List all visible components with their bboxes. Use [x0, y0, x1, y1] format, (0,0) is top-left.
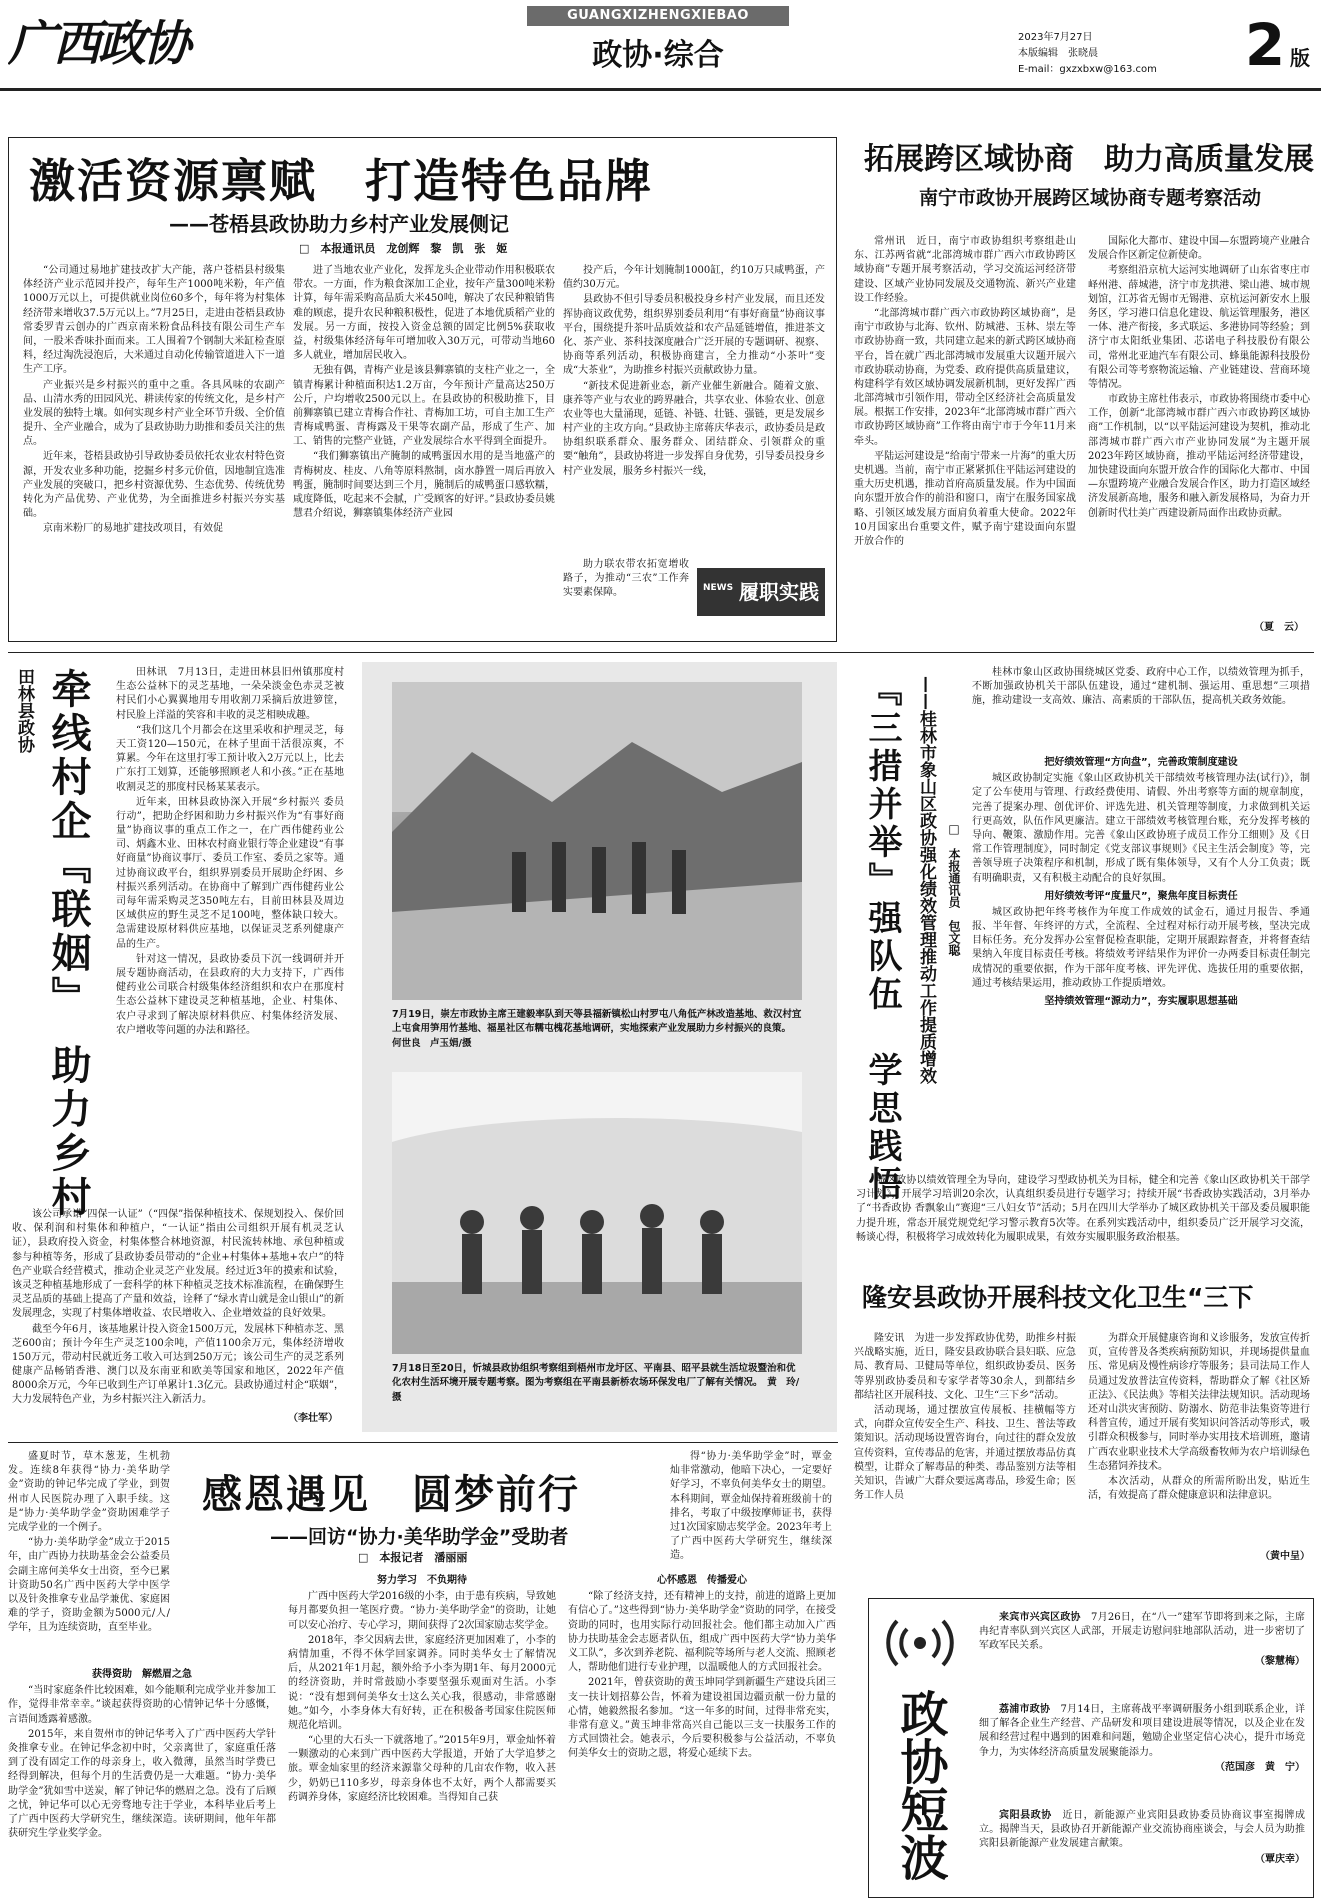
paragraph: 得“协力·美华助学金”时，覃金灿非常激动，他暗下决心，一定要好好学习，不辜负何美华女士的期望。本科期间，覃金灿保持着班级前十的排名，考取了中级按摩师证书，获得过1次国家励志奖学金。2023年考上了广西中医药大学研究生，继续深造。	[670, 1451, 832, 1562]
article-column-1	[854, 1332, 1076, 1564]
paragraph: 助力联农带农拓宽增收路子，为推动“三农”工作奔实要素保障。	[563, 559, 689, 599]
contact-email: E-mail：gxzxbxw@163.com	[1018, 64, 1157, 75]
section-heading: 获得资助 解燃眉之急	[92, 1669, 192, 1680]
article-longan	[854, 1276, 1314, 1572]
brief-item	[979, 1809, 1305, 1893]
paragraph: 京南米粉厂的易地扩建技改项目，有效促	[43, 523, 223, 535]
newspaper-logo: 广西政协	[8, 16, 189, 72]
brief-lead: 荔浦市政协	[999, 1704, 1051, 1715]
article-title: 『三措并举』强队伍 学思践悟	[862, 672, 902, 1204]
brief-text	[979, 1703, 1305, 1760]
paragraph: 考察组沿京杭大运河实地调研了山东省枣庄市峄州港、薛城港，济宁市龙拱港、梁山港、城市规划馆，江苏省无锡市无锡港、京杭运河新安水上服务区，学习港口信息化建设、航运管理服务，港区一体、港产衔接，多式联运、多港协同等经验；到济宁市太阳纸业集团、芯诺电子科技股份有限公司，常州北亚迪汽车有限公司、蜂巢能源科技股份有限公司等考察物流运输、产业链建设、营商环境等情况。	[1088, 265, 1310, 390]
brief-signoff: （覃庆幸）	[1255, 1853, 1305, 1865]
paragraph: 2018年，李父因病去世，家庭经济更加困难了，小李的病情加重，不得不休学回家调养。同时美华女士了解情况后，从2021年1月起，额外给予小李为期1年、每月2000元的经济资助，并时常鼓励小李要坚强乐观面对生活。小李说：“没有想到何美华女士这么关心我，很感动，非常感谢她。”如今，小李身体大有好转，正在积极备考国家住院医师规范化培训。	[288, 1634, 556, 1731]
paragraph: “协力·美华助学金”成立于2015年，由广西协力扶助基金会公益委员会副主席何美华女士出资，至今已累计资助50名广西中医药大学中医学以及针灸推拿专业品学兼优、家庭困难的学子，资助金额为5000元/人/学年，且为连续资助，直至毕业。	[8, 1537, 170, 1634]
paragraph: 进了当地农业产业化，发挥龙头企业带动作用积极联农带农。一方面，作为粮食深加工企业，按年产量300吨米粉计算，每年需采购高品质大米450吨，解决了农民种粮销售难的顾虑，提升农民种粮积极性，促进了本地优质稻产业的发展。另一方面，按投入资金总额的固定比例5%获取收益，村级集体经济每年可增加收入30万元，可带动当地60多人就业，增加居民收入。	[293, 265, 555, 362]
masthead-rule	[0, 88, 1321, 91]
paragraph: 国际化大都市、建设中国—东盟跨境产业融合发展合作区新定位新使命。	[1088, 236, 1310, 262]
section-title: 政协·综合	[592, 38, 724, 73]
paragraph: 投产后，今年计划腌制1000缸，约10万只咸鸭蛋，产值约30万元。	[563, 265, 825, 291]
paragraph: “除了经济支持，还有精神上的支持，前进的道路上更加有信心了。”这些得到“协力·美华助学金”资助的同学，在接受资助的同时，也用实际行动回报社会。他们都主动加入广西协力扶助基金会志愿者队伍，组成广西中医药大学“协力美华义工队”，多次到养老院、福利院等场所与老人交流、照顾老人，帮助他们进行专业护理，以温暖他人的方式回报社会。	[568, 1591, 836, 1674]
article-column-3-tail	[563, 558, 689, 634]
paragraph: 近年来，田林县政协深入开展“乡村振兴 委员行动”，把助企纾困和助力乡村振兴作为“有事好商量”协商议事的重点工作之一，在广西伟健药业公司、炳鑫木业、田林农村商业银行等企业建设“有事好商量”协商议事厅、委员工作室、委员之家等。通过协商议政平台，组织界别委员开展助企纾困、乡村振兴系列活动。在协商中了解到广西伟健药业公司每年需采购灵芝350吨左右，目前田林县及周边区域供应的野生灵芝不足100吨，整体缺口较大。急需建设原材料供应基地，以保证灵芝系列健康产品的生产。	[116, 796, 344, 950]
paragraph: 平陆运河建设是“给南宁带来一片海”的重大历史机遇。当前，南宁市正紧紧抓住平陆运河建设的重大历史机遇，推动首府高质量发展。作为中国面向东盟开放合作的前沿和窗口，南宁在服务国家战略、引领区域发展方面肩负着重大使命。2022年10月国家出台重要文件，赋予南宁建设面向东盟开放合作的	[854, 450, 1076, 547]
paragraph: 盛夏时节，草木葱茏，生机勃发。连续8年获得“协力·美华助学金”资助的钟记华完成了学业，到贺州市人民医院办理了入职手续。这是“协力·美华助学金”资助困难学子完成学业的一个例子。	[8, 1451, 170, 1533]
article-title: 拓展跨区域协商 助力高质量发展	[864, 142, 1314, 177]
paragraph: 针对这一情况，县政协委员下沉一线调研并开展专题协商活动，在县政府的大力支持下，广西伟健药业公司联合村级集体经济组织和农户在那度村生态公益林下建设灵芝种植基地，企业、村集体、农户寻求到了解决原材料供应、村集体经济发展、农户增收等问题的办法和路径。	[116, 953, 344, 1036]
section-rule	[8, 652, 1314, 653]
broadcast-icon	[885, 1615, 955, 1671]
lead-column	[8, 1450, 170, 1660]
article-column-2	[1088, 1332, 1310, 1547]
paragraph: “心里的大石头一下就落地了。”2015年9月，覃金灿怀着一颗激动的心来到广西中医药大学报道，开始了大学追梦之旅。覃金灿家里的经济来源靠父母种的几亩农作物，收入甚少，奶奶已110多岁，母亲身体也不太好，两个人都需要买药调养身体，家庭经济比较困难。当得知自己获	[288, 1735, 556, 1803]
article-title: 激活资源禀赋 打造特色品牌	[29, 154, 653, 208]
paragraph: “我们狮寨镇出产腌制的咸鸭蛋因水用的是当地盛产的青梅树皮、桂皮、八角等原料熬制，卤水静置一周后再放入鸭蛋，腌制时间要达到三个月，腌制后的咸鸭蛋口感软糯，咸度降低，吃起来不会腻，广受顾客的好评。”县政协委员姚慧君介绍说，狮寨镇集体经济产业园	[293, 451, 555, 520]
paragraph: 活动现场，通过摆放宣传展板、挂横幅等方式，向群众宣传安全生产、科技、卫生、普法等政策知识。活动现场设置咨询台，向过往的群众发放宣传资料，宣传毒品的危害，并通过摆放毒品仿真模型，让群众了解毒品的种类、毒品鉴别方法等相关知识，告诫广大群众要远离毒品，珍爱生命；医务工作人员	[854, 1404, 1076, 1502]
article-subtitle: ——苍梧县政协助力乡村产业发展侧记	[169, 212, 509, 236]
paragraph: “当时家庭条件比较困难，如今能顺利完成学业并参加工作，觉得非常幸幸。”谈起获得资助的心情钟记华十分感慨，言语间透露着感激。	[8, 1685, 276, 1725]
paragraph: 城区政协以绩效管理全为导向，建设学习型政协机关为目标，健全和完善《象山区政协机关干部学习计划》，开展学习培训20余次，认真组织委员进行专题学习；持续开展“书香政协实践活动，3月举办了“书香政协 香飘象山”赛迎“三八妇女节”活动；5月在四川大学举办了城区政协机关干部及委员履职能力提升班，常态开展党规党纪学习警示教育5次等。在系列实践活动中，组织委员广泛开展学习交流，畅谈心得，积极将学习成效转化为履职成果，有效夯实履职服务政治根基。	[856, 1175, 1310, 1243]
paragraph: “我们这几个月都会在这里采收和护理灵芝，每天工资120—150元，在林子里面干活很凉爽，不算累。今年在这里打零工预计收入2万元以上，比去广东打工划算，还能够照顾老人和小孩。”正在基地收割灵芝的那度村民杨某某表示。	[116, 724, 344, 793]
paragraph: “北部湾城市群广西六市政协跨区域协商”，是南宁市政协与北海、钦州、防城港、玉林、崇左等市政协协商一致，共同建立起来的新式跨区域协商平台，旨在就广西北部湾城市发展重大议题开展六市政协联动协商，为党委、政府提供高质量建议，构建科学有效区域协调发展新机制，更好发挥广西北部湾城市引领作用，带动全区经济社会高质量发展。根据工作安排，2023年“北部湾城市群广西六市政协跨区域协商”工作将由南宁市于今年11月来牵头。	[854, 307, 1076, 447]
paragraph: 广西中医药大学2016级的小李，由于患有疾病，导致她每月都要负担一笔医疗费。“协力·美华助学金”的资助，让她可以安心治疗、专心学习，期间获得了2次国家励志奖学金。	[288, 1591, 556, 1631]
photo-caption: 7月18日至20日，忻城县政协组织考察组到梧州市龙圩区、平南县、昭平县就生活垃圾暨治和优化农村生活环境开展专题考察。图为考察组在平南县新桥农场环保发电厂了解有关情况。 黄 玲/摄	[392, 1363, 800, 1403]
brief-body: 近日，新能源产业宾阳县政协委员协商议事室揭牌成立。揭牌当天，县政协召开新能源产业交流协商座谈会，与会人员为助推宾阳县新能源产业发展建言献策。	[979, 1810, 1305, 1850]
paragraph: 本次活动，从群众的所需所盼出发，贴近生活，有效提高了群众健康意识和法律意识。	[1088, 1475, 1310, 1502]
article-subtitle: 南宁市政协开展跨区域协商专题考察活动	[918, 187, 1261, 209]
paragraph: 城区政协把年终考核作为年度工作成效的试金石，通过月报告、季通报、半年督、年终评的方式，全流程、全过程对标行动开展考核，坚决完成目标任务。充分发挥办公室督促检查职能，定期开展跟踪督查，并将督查结果纳入年度目标责任考核。将绩效考评结果作为评价一办两委目标责任制完成情况的重要依据，作为干部年度考核、评先评优、选拔任用的重要依据，通过考核结果运用，推动政协工作提质增效。	[972, 906, 1310, 989]
paragraph: 产业振兴是乡村振兴的重中之重。各具风味的农副产品、山清水秀的田园风光、耕读传家的传统文化，是乡村产业发展的独特土壤。如何实现乡村产业全环节升级、全价值提升、全产业融合，成为了县政协助力助推和委员关注的焦点。	[23, 379, 285, 448]
article-byline: □ 本报记者 潘丽丽	[358, 1551, 468, 1564]
article-column-2	[1088, 235, 1310, 615]
article-column-2	[293, 264, 555, 634]
article-column-wide	[12, 1208, 344, 1410]
article-signoff: （李壮军）	[288, 1413, 338, 1424]
paragraph: 无独有偶，青梅产业是该县狮寨镇的支柱产业之一，全镇青梅累计种植面积达1.2万亩，今年预计产量高达250万公斤，户均增收2500元以上。在县政协的积极助推下，目前狮寨镇已建立青梅合作社、青梅加工坊，可自主加工生产青梅咸鸭蛋、青梅露及干果等农副产品，形成了生产、加工、销售的完整产业链，产业发展综合水平得到全面提升。	[293, 365, 555, 448]
article-byline: □ 本报通讯员 龙创辉 黎 凯 张 姬	[299, 242, 508, 255]
article-body	[972, 752, 1310, 1172]
paragraph: 常州讯 近日，南宁市政协组织考察组赴山东、江苏两省就“北部湾城市群广西六市政协跨区域协商”专题开展考察活动，学习交流运河经济带建设、区域产业协同发展及交通物流、新兴产业建设工作经验。	[854, 236, 1076, 304]
article-title: 牵线村企『联姻』 助力乡村	[45, 668, 91, 1220]
paragraph: 近年来，苍梧县政协引导政协委员依托农业农村特色资源，开发农业多种功能，挖掘乡村多元价值，因地制宜选准产业发展的突破口，把乡村资源优势、生态优势、传统优势转化为产品优势、产业优势，为全面推进乡村振兴夯实基础。	[23, 451, 285, 520]
brief-body: 7月14日，主席蒋战平率调研服务小组到联系企业，详细了解各企业生产经营、产品研发和项目建设进展等情况，以及企业在发展和经营过程中遇到的困难和问题，勉励企业坚定信心决心，提升市场竞争力，为实体经济高质量发展聚能添力。	[979, 1704, 1305, 1758]
brief-item	[979, 1703, 1305, 1799]
article-column-3	[563, 264, 825, 554]
brief-signoff: （范国彦 黄 宁）	[1215, 1761, 1305, 1773]
article-scholarship	[8, 1450, 838, 1898]
photo-xincheng	[392, 1072, 802, 1354]
paragraph: 城区政协制定实施《象山区政协机关干部绩效考核管理办法(试行)》，制定了公车使用与管理、行政经费使用、请假、外出考察等方面的规章制度，完善了提案办理、创优评价、评选先进、机关管理等制度，力求做到机关运行更高效，队伍作风更廉洁。建立干部绩效考核管理台账，充分发挥考核的导向、鞭策、激励作用。完善《象山区政协班子成员工作分工细则》及《日常工作管理制度》，同时制定《党支部议事规则》《民主生活会制度》等，完善领导班子决策程序和机制，形成了既有集体领导，又有个人分工负责；既有明确职责，又有积极主动配合的良好氛围。	[972, 773, 1310, 884]
article-intro	[972, 666, 1310, 750]
paragraph: 为群众开展健康咨询和义诊服务，发放宣传折页，宣传普及各类疾病预防知识，并现场提供量血压、常见病及慢性病诊疗等服务；县司法局工作人员通过发放普法宣传资料，帮助群众了解《社区矫正法》、《民法典》等相关法律法规知识。活动现场还对山洪灾害预防、防溺水、防范非法集资等进行科普宣传，通过开展有奖知识问答活动等形式，吸引群众积极参与，同时举办实用技术培训班，邀请广西农业职业技术大学高级畜牧师为农户培训绿色生态猪饲养技术。	[1088, 1333, 1310, 1472]
article-byline: □ 本报通讯员 包文聪	[947, 822, 961, 956]
pinyin-banner: GUANGXIZHENGXIEBAO	[527, 6, 789, 26]
column-badge	[697, 568, 825, 616]
article-column-right	[568, 1570, 836, 1896]
paragraph: 桂林市象山区政协围绕城区党委、政府中心工作，以绩效管理为抓手，不断加强政协机关干部队伍建设，通过“建机制、强运用、重思想”三项措施，推动建设一支高效、廉洁、高素质的干部队伍，提高机关政务效能。	[972, 667, 1310, 707]
photo-panel	[362, 662, 837, 1432]
article-subtitle: ——桂林市象山区政协强化绩效管理推动工作提质增效	[916, 676, 936, 1084]
article-signoff: （夏 云）	[1254, 622, 1304, 633]
photo-scene-icon	[392, 682, 802, 1000]
article-county: 田林县政协	[14, 668, 34, 753]
section-heading: 心怀感恩 传播爱心	[657, 1575, 747, 1586]
page-editor: 本版编辑 张晓晨	[1018, 48, 1098, 59]
article-cangwu	[8, 137, 837, 642]
article-nanning	[854, 137, 1314, 642]
article-column-left	[8, 1664, 276, 1896]
paragraph: 市政协主席杜伟表示，市政协将围绕市委中心工作，创新“北部湾城市群广西六市政协跨区域协商”工作机制，以“以平陆运河建设为契机，推动北部湾城市群广西六市产业协同发展”为主题开展2023年跨区域协商，推动平陆运河经济带建设，加快建设面向东盟开放合作的国际化大都市、中国—东盟跨境产业融合发展合作区，助力打造区域经济发展新高地，服务和融入新发展格局，为奋力开创新时代壮美广西建设新局面作出政协贡献。	[1088, 394, 1310, 519]
section-heading: 把好绩效管理“方向盘”，完善政策制度建设	[1044, 757, 1238, 768]
article-body-wide	[856, 1174, 1310, 1260]
photo-caption: 7月19日，崇左市政协主席王建毅率队到天等县福新镇松山村罗屯八角低产林改造基地、救汉村宜上屯食用笋用竹基地、福星社区布糯屯槐花基地调研，实地探索产业发展助力乡村振兴的良策。 何世良 卢玉娟/摄	[392, 1009, 802, 1049]
paragraph: 该公司承诺“四保一认证”（“四保”指保种植技术、保规划投入、保价回收、保利润和村集体和种植户，“一认证”指由公司组织开展有机灵芝认证），县政府投入资金，村集体整合林地资源，村民流转林地、承包种植或参与种植等务，形成了县政协委员带动的“企业+村集体+基地+农户”的特色产业联合经营模式，推动企业灵芝产业发展。经过近3年的摸索和试验，该灵芝种植基地形成了一套科学的林下种植灵芝技术标准流程，在确保野生灵芝品质的基础上提高了产量和效益，诠释了“绿水青山就是金山银山”的新发展理念，实现了村集体增收益、农民增收入、企业增效益的良好效果。	[12, 1209, 344, 1320]
article-column-1	[23, 264, 285, 634]
paragraph: 2021年，曾获资助的黄玉坤同学到新疆生产建设兵团三支一扶计划招募公告，怀着为建设祖国边疆贡献一份力量的心情，她毅然报名参加。“这一年多的时间，过得非常充实，非常有意义。”黄玉坤非常高兴自己能以三支一扶服务工作的方式回馈社会。她表示，今后要积极参与公益活动，不辜负何美华女士的资助之恩，将爱心延续下去。	[568, 1677, 836, 1760]
page-suffix: 版	[1290, 46, 1310, 70]
badge-text: 履职实践	[739, 580, 819, 604]
brief-text	[979, 1809, 1305, 1852]
article-tianlin	[8, 662, 348, 1432]
article-xiangshan	[854, 662, 1314, 1262]
article-column-right-top	[670, 1450, 832, 1568]
article-column-mid	[288, 1570, 556, 1896]
brief-text	[979, 1611, 1305, 1654]
issue-date: 2023年7月27日	[1018, 32, 1093, 43]
section-heading: 坚持绩效管理“源动力”，夯实履职思想基础	[1044, 996, 1238, 1007]
article-column-1	[854, 235, 1076, 615]
brief-body: 7月26日，在“八一”建军节即将到来之际，主席冉纪青率队到兴宾区人武部，开展走访慰问驻地部队活动，进一步密切了军政军民关系。	[979, 1612, 1305, 1652]
section-heading: 用好绩效考评“度量尺”，聚焦年度目标责任	[1044, 890, 1238, 902]
article-title: 感恩遇见 圆梦前行	[202, 1472, 580, 1518]
paragraph: 田林讯 7月13日，走进田林县旧州镇那度村生态公益林下的灵芝基地，一朵朵淡金色赤灵芝被村民们小心翼翼地用专用收割刀采摘后放进箩筐，村民脸上洋溢的笑容和丰收的灵芝相映成趣。	[116, 667, 344, 721]
news-label: NEWS	[703, 583, 734, 593]
paragraph: 截至今年6月，该基地累计投入资金1500万元，发展林下种植赤芝、黑芝600亩；预计今年生产灵芝100余吨，产值1100余万元，集体经济增收150万元，带动村民就近务工收入可达到250万元；该公司生产的灵芝系列健康产品畅销香港、澳门以及东南亚和欧美等国家和地区，2022年产值8000余万元，今年已收到生产订单累计1.3亿元。县政协通过村企“联姻”，大力发展特色产业，为乡村振兴注入新活力。	[12, 1323, 344, 1406]
page-number: 2	[1244, 11, 1286, 79]
photo-scene-icon	[392, 1072, 802, 1354]
article-title: 隆安县政协开展科技文化卫生“三下	[862, 1283, 1254, 1312]
paragraph: “新技术促进新业态，新产业催生新融合。随着文旅、康养等产业与农业的跨界融合，共享农业、体验农业、创意农业等也大量涌现，延链、补链、壮链、强链，更是发展乡村产业的主攻方向。”县政协主席蒋庆华表示，政协委员是政协组织联系群众、服务群众、团结群众、引领群众的重要“触角”，县政协将进一步发挥自身优势，引导委员投身乡村产业发展，服务乡村振兴一线，	[563, 380, 825, 477]
photo-chongzuo	[392, 682, 802, 1000]
section-heading: 努力学习 不负期待	[377, 1575, 467, 1586]
brief-lead: 来宾市兴宾区政协	[999, 1612, 1081, 1623]
brief-item	[979, 1611, 1305, 1693]
paragraph: 隆安讯 为进一步发挥政协优势，助推乡村振兴战略实施，近日，隆安县政协联合县妇联、应急局、教育局、卫健局等单位，组织政协委员、医务等界别政协委员和专家学者等30余人，到都结乡都结社区开展科技、文化、卫生“三下乡”活动。	[854, 1333, 1076, 1401]
briefs-title: 政协短波	[892, 1689, 948, 1881]
paragraph: 县政协不但引导委员积极投身乡村产业发展，而且还发挥协商议政优势，组织界别委员利用“有事好商量”协商议事平台，围绕提升茶叶品质效益和农产品延链增值，推进茶文化、茶产业、茶科技深度融合广泛开展的专题调研、视察、协商等系列活动，积极协商建言，全力推动“小茶叶”变成“大茶业”，为助推乡村振兴贡献政协力量。	[563, 294, 825, 377]
brief-signoff: （黎慧梅）	[1255, 1655, 1305, 1667]
article-signoff: （黄中呈）	[1260, 1551, 1310, 1562]
masthead	[0, 0, 1321, 92]
paragraph: 2015年，来自贺州市的钟记华考入了广西中医药大学针灸推拿专业。在钟记华念初中时，父亲离世了，家庭重任落到了没有固定工作的母亲身上，收入微薄，虽然当时学费已经得到解决，但每个月的生活费仍是一大难题。“协力·美华助学金”犹如雪中送炭，解了钟记华的燃眉之急。没有了后顾之忧，钟记华可以心无旁骛地专注于学业，本科毕业后考上了广西中医药大学研究生，继续深造。读研期间，他年年都获研究生学业奖学金。	[8, 1728, 276, 1840]
article-column-1	[116, 666, 344, 1206]
briefs-box	[868, 1598, 1314, 1898]
section-rule	[8, 1442, 838, 1443]
brief-lead: 宾阳县政协	[999, 1810, 1052, 1821]
article-subtitle: ——回访“协力·美华助学金”受助者	[270, 1526, 569, 1548]
paragraph: “公司通过易地扩建技改扩大产能，落户苍梧县村级集体经济产业示范园并投产，每年生产1000吨米粉，年产值1000万元以上，可提供就业岗位60多个，每年将为村集体经济带来增收37.5万元以上。”7月25日，走进由苍梧县政协常委罗青云创办的广西京南米粉食品科技有限公司生产车间，一股米香味扑面而来。工人围着7个钢制大米缸检查原料，经过淘洗浸泡后，大米通过自动化传输管道进入下一道生产工序。	[23, 265, 285, 376]
